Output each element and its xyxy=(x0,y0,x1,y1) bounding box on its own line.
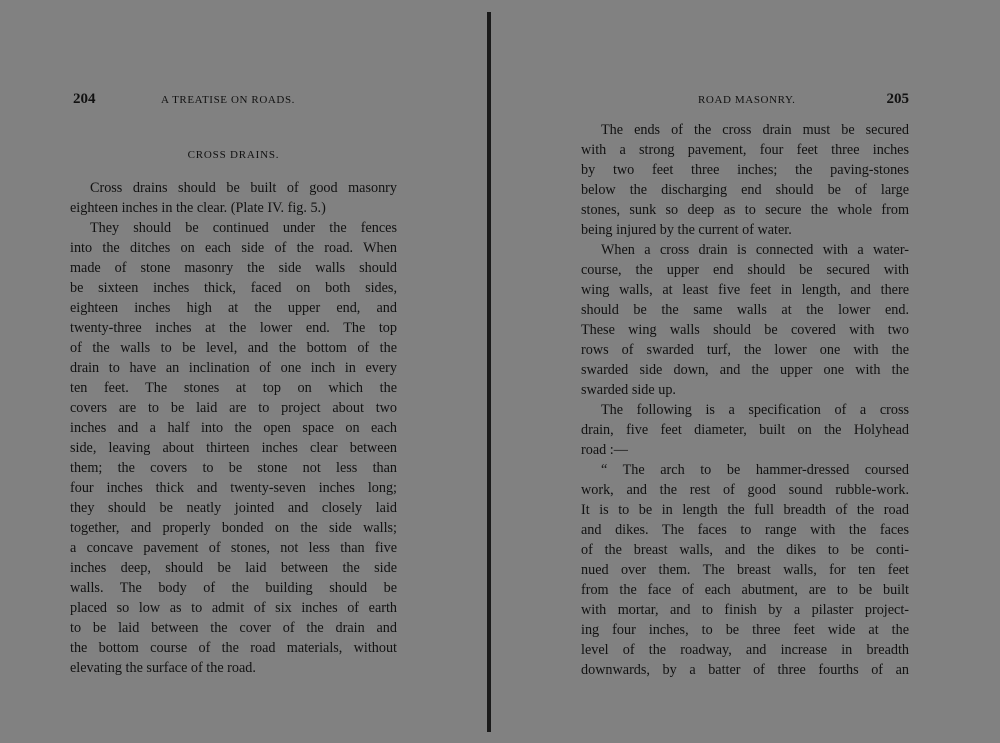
text-line: the bottom course of the road materials, without xyxy=(70,640,397,656)
text-line: covers are to be laid are to project about two xyxy=(70,400,397,416)
running-title: A TREATISE ON ROADS. xyxy=(161,94,296,106)
text-line: ten feet. The stones at top on which the xyxy=(70,380,397,396)
running-title: ROAD MASONRY. xyxy=(698,94,796,106)
text-line: placed so low as to admit of six inches of earth xyxy=(70,600,397,616)
text-line: together, and properly bonded on the side walls; xyxy=(70,520,397,536)
text-line: they should be neatly jointed and closely laid xyxy=(70,500,397,516)
text-line: When a cross drain is connected with a water- xyxy=(601,242,909,258)
text-line: ing four inches, to be three feet wide at the xyxy=(581,622,909,638)
text-line: The ends of the cross drain must be secured xyxy=(601,122,909,138)
text-line: elevating the surface of the road. xyxy=(70,660,256,676)
text-line: eighteen inches in the clear. (Plate IV. fig. 5.) xyxy=(70,200,326,216)
text-line: by two feet three inches; the paving-stones xyxy=(581,162,909,178)
text-line: being injured by the current of water. xyxy=(581,222,792,238)
page-number: 204 xyxy=(73,91,96,107)
text-line: of the walls to be level, and the bottom of the xyxy=(70,340,397,356)
text-line: work, and the rest of good sound rubble-work. xyxy=(581,482,909,498)
running-head xyxy=(581,90,909,110)
text-line: inches deep, should be laid between the side xyxy=(70,560,397,576)
text-line: side, leaving about thirteen inches clear between xyxy=(70,440,397,456)
text-line: rows of swarded turf, the lower one with the xyxy=(581,342,909,358)
left-page xyxy=(70,0,397,743)
right-page xyxy=(581,0,909,743)
text-line: drain to have an inclination of one inch in every xyxy=(70,360,397,376)
text-line: The following is a specification of a cross xyxy=(601,402,909,418)
text-line: with mortar, and to finish by a pilaster project- xyxy=(581,602,909,618)
text-line: be sixteen inches thick, faced on both sides, xyxy=(70,280,397,296)
text-line: downwards, by a batter of three fourths of an xyxy=(581,662,909,678)
section-heading: CROSS DRAINS. xyxy=(187,149,280,161)
text-line: They should be continued under the fences xyxy=(90,220,397,236)
text-line: should be the same walls at the lower end. xyxy=(581,302,909,318)
text-line: road :— xyxy=(581,442,628,458)
page-number: 205 xyxy=(886,91,909,107)
text-line: inches and a half into the open space on each xyxy=(70,420,397,436)
text-line: a concave pavement of stones, not less than five xyxy=(70,540,397,556)
text-line: below the discharging end should be of large xyxy=(581,182,909,198)
text-line: made of stone masonry the side walls should xyxy=(70,260,397,276)
text-line: them; the covers to be stone not less than xyxy=(70,460,397,476)
text-line: nued over them. The breast walls, for ten feet xyxy=(581,562,909,578)
text-line: walls. The body of the building should be xyxy=(70,580,397,596)
text-line: from the face of each abutment, are to be built xyxy=(581,582,909,598)
text-line: swarded side up. xyxy=(581,382,676,398)
text-line: four inches thick and twenty-seven inches long; xyxy=(70,480,397,496)
text-line: of the breast walls, and the dikes to be conti- xyxy=(581,542,909,558)
text-line: and dikes. The faces to range with the faces xyxy=(581,522,909,538)
text-line: level of the roadway, and increase in breadth xyxy=(581,642,909,658)
text-line: “ The arch to be hammer-dressed coursed xyxy=(601,462,909,478)
text-line: swarded side down, and the upper one with the xyxy=(581,362,909,378)
text-line: It is to be in length the full breadth of the road xyxy=(581,502,909,518)
text-line: course, the upper end should be secured with xyxy=(581,262,909,278)
text-line: twenty-three inches at the lower end. The top xyxy=(70,320,397,336)
text-line: into the ditches on each side of the road. When xyxy=(70,240,397,256)
text-line: wing walls, at least five feet in length, and there xyxy=(581,282,909,298)
text-line: drain, five feet diameter, built on the Holyhead xyxy=(581,422,909,438)
text-line: These wing walls should be covered with two xyxy=(581,322,909,338)
text-line: to be laid between the cover of the drain and xyxy=(70,620,397,636)
body-text xyxy=(581,120,909,680)
running-head xyxy=(70,90,397,110)
text-line: eighteen inches high at the upper end, and xyxy=(70,300,397,316)
text-line: with a strong pavement, four feet three inches xyxy=(581,142,909,158)
body-text xyxy=(70,178,397,678)
text-line: Cross drains should be built of good masonry xyxy=(90,180,397,196)
text-line: stones, sunk so deep as to secure the whole from xyxy=(581,202,909,218)
page-gutter xyxy=(487,12,491,732)
